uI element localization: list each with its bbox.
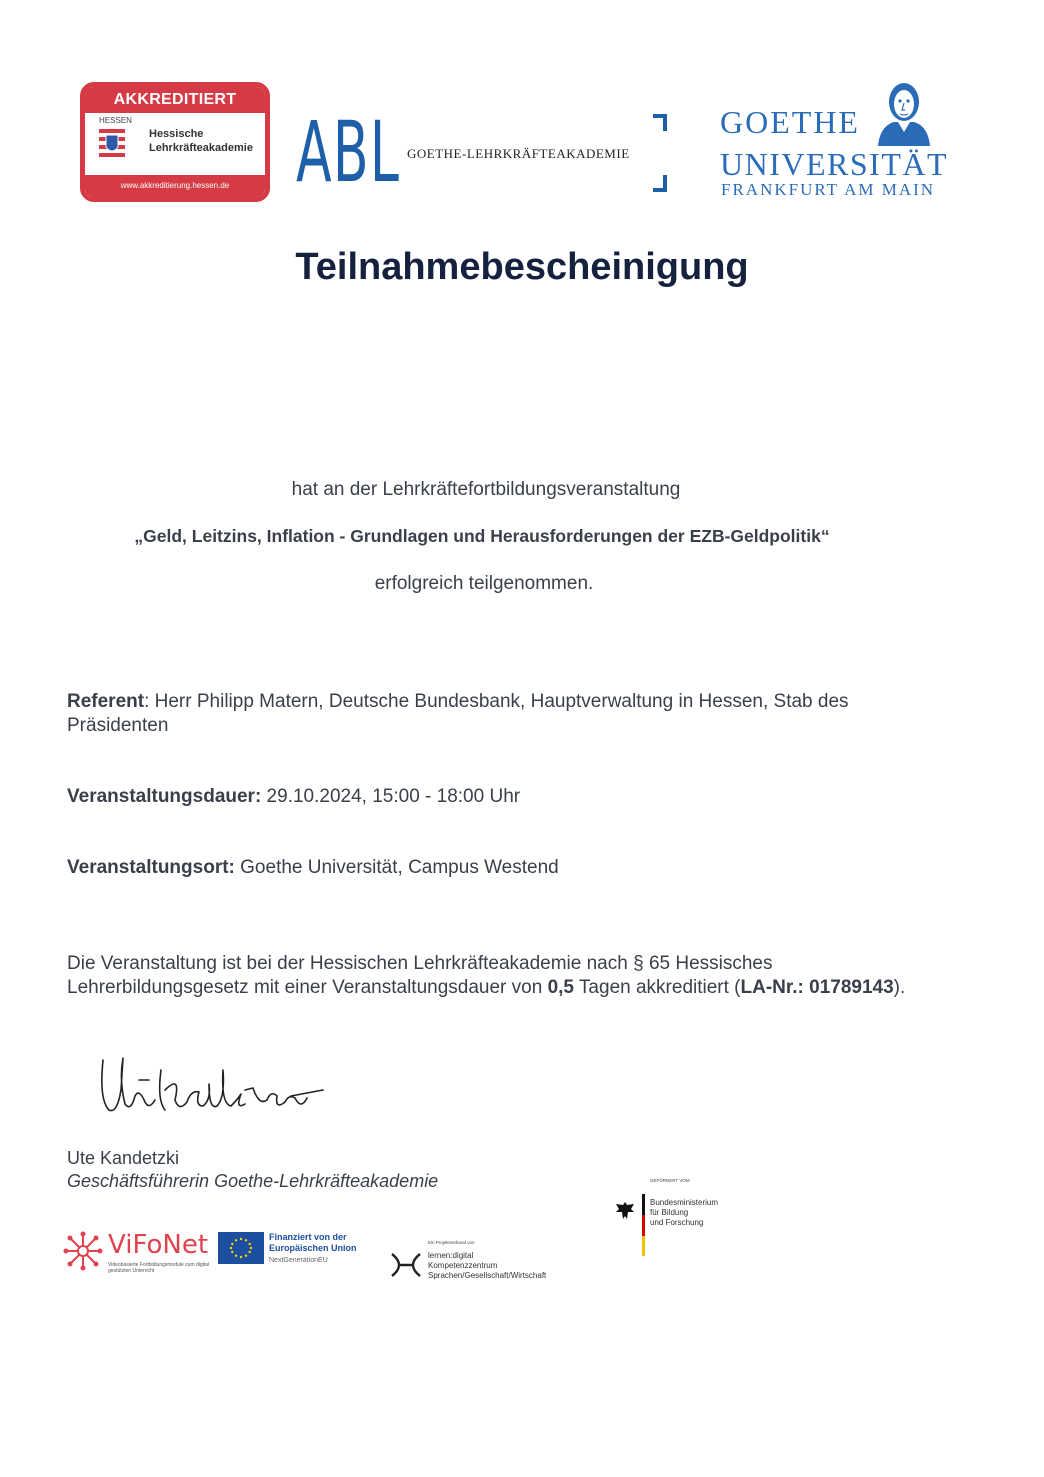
vifonet-name: ViFoNet (108, 1230, 209, 1260)
outro-text: erfolgreich teilgenommen. (374, 573, 594, 594)
goethe-line3: FRANKFURT AM MAIN (721, 180, 936, 199)
referent-value: : Herr Philipp Matern, Deutsche Bundesbank, Hauptverwaltung in Hessen, Stab des Präsidenten (67, 691, 849, 736)
lernen-digital-line1: lernen:digital (428, 1251, 474, 1260)
goethe-portrait-icon (868, 74, 940, 146)
bmbf-line3: und Forschung (650, 1218, 704, 1227)
vifonet-subtitle: Videobasierte Fortbildungsmodule zum digital gestützten Unterricht (108, 1262, 210, 1274)
accreditation-badge-logo (80, 82, 270, 202)
eu-text (269, 1232, 357, 1254)
event-title: „Geld, Leitzins, Inflation - Grundlagen und Herausforderungen der EZB-Geldpolitik“ (134, 526, 830, 546)
signatory-role: Geschäftsführerin Goethe-Lehrkräfteakademie (67, 1171, 439, 1191)
eu-line3: NextGenerationEU (269, 1257, 328, 1264)
accreditation-note (67, 952, 917, 1000)
accreditation-days: 0,5 (547, 977, 574, 998)
goethe-university-logo (718, 74, 948, 204)
eu-funding-logo (218, 1232, 378, 1272)
lernen-digital-icon (390, 1250, 422, 1280)
abl-academy-text: GOETHE-LEHRKRÄFTEAKADEMIE (407, 146, 630, 161)
referent-paragraph (67, 690, 917, 738)
eu-line1: Finanziert von der (269, 1232, 347, 1242)
signatory-name: Ute Kandetzki (67, 1148, 180, 1168)
hessen-crest-icon (99, 129, 125, 163)
bmbf-line1: Bundesministerium (650, 1198, 719, 1207)
lernen-digital-logo (388, 1238, 588, 1288)
eu-line2: Europäischen Union (269, 1243, 357, 1253)
bmbf-logo (612, 1178, 752, 1263)
referent-label: Referent (67, 691, 145, 712)
lernen-digital-text (428, 1251, 546, 1281)
duration-value: 29.10.2024, 15:00 - 18:00 Uhr (261, 786, 521, 807)
german-flag-stripe-icon (642, 1194, 645, 1256)
handwritten-signature (95, 1040, 335, 1130)
lernen-digital-small: Ein Projektverbund von (428, 1240, 475, 1245)
location-paragraph (67, 856, 917, 880)
accreditation-note-part3: ). (893, 977, 906, 998)
document-title: Teilnahmebescheinigung (295, 246, 749, 288)
federal-eagle-icon (614, 1200, 636, 1222)
goethe-line2: UNIVERSITÄT (720, 146, 949, 182)
badge-academy-name: Hessische Lehrkräfteakademie (149, 128, 253, 154)
la-number: LA-Nr.: 01789143 (740, 977, 894, 998)
abl-letters: ABL (296, 103, 401, 201)
lernen-digital-line3: Sprachen/Gesellschaft/Wirtschaft (428, 1271, 547, 1280)
bmbf-line2: für Bildung (650, 1208, 689, 1217)
location-label: Veranstaltungsort: (67, 857, 235, 878)
eu-flag-icon (218, 1232, 264, 1264)
location-value: Goethe Universität, Campus Westend (234, 857, 559, 878)
lernen-digital-line2: Kompetenzzentrum (428, 1261, 498, 1270)
badge-state-label: HESSEN (99, 116, 132, 125)
accreditation-note-part1: Die Veranstaltung ist bei der Hessischen Lehrkräfteakademie nach § 65 Hessisches Lehrerbildungsgesetz mit einer Veranstaltungsdauer von (67, 953, 773, 998)
accreditation-note-part2: Tagen akkreditiert ( (574, 977, 741, 998)
goethe-line1: GOETHE (720, 104, 860, 140)
vifonet-network-icon (62, 1230, 104, 1272)
intro-text: hat an der Lehrkräftefortbildungsveranstaltung (291, 479, 681, 500)
bmbf-text (650, 1198, 718, 1228)
badge-url: www.akkreditierung.hessen.de (85, 175, 265, 197)
duration-paragraph (67, 785, 917, 809)
vifonet-logo (62, 1228, 217, 1278)
abl-logo (296, 103, 676, 201)
bmbf-small: GEFÖRDERT VOM (650, 1178, 690, 1183)
badge-top-label: AKKREDITIERT (85, 87, 265, 113)
duration-label: Veranstaltungsdauer: (67, 786, 262, 807)
abl-bracket-icon (651, 113, 669, 193)
